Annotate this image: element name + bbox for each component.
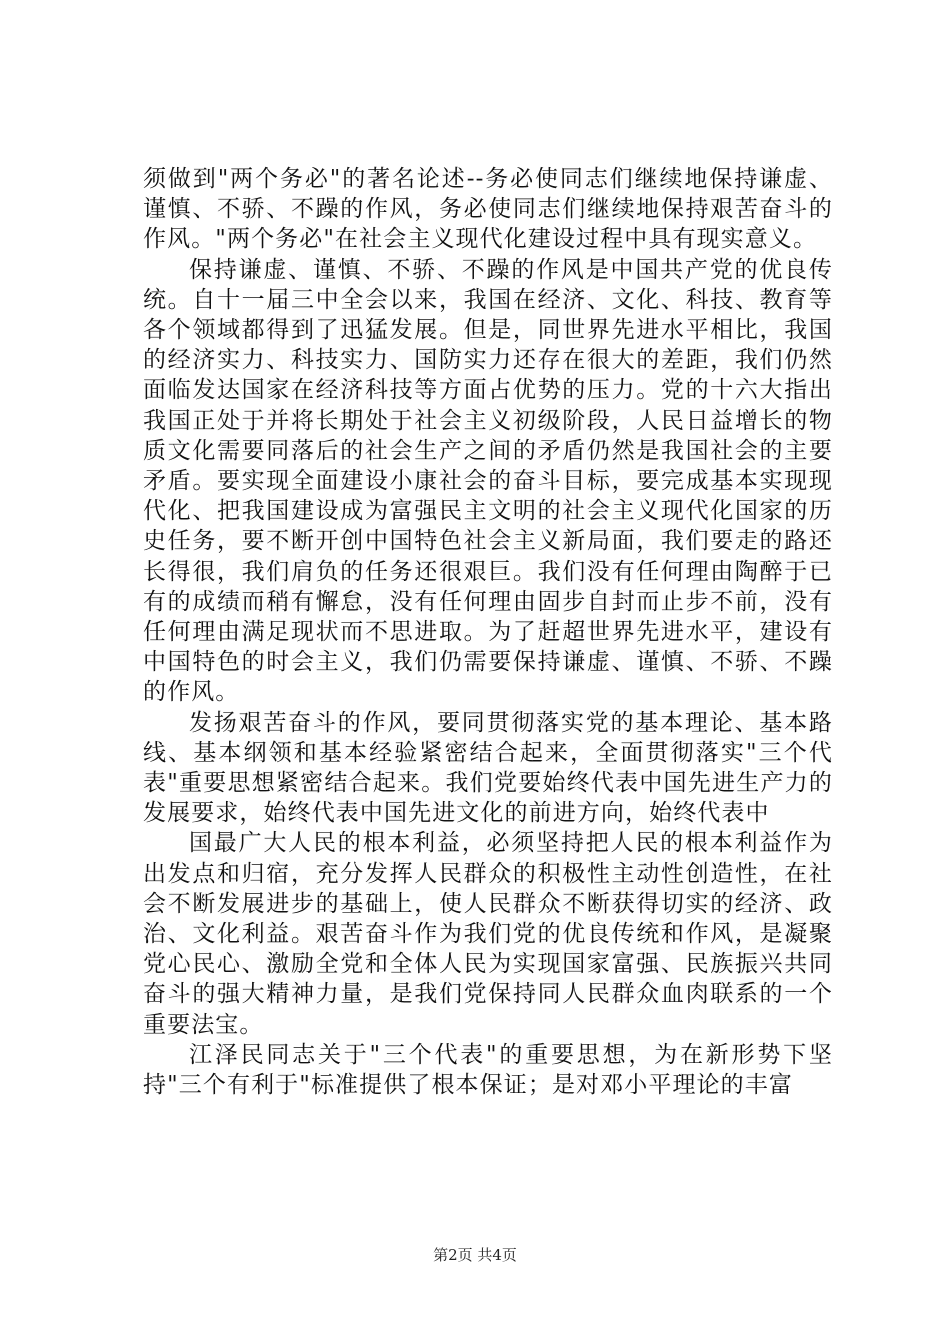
paragraph-3: 发扬艰苦奋斗的作风，要同贯彻落实党的基本理论、基本路线、基本纲领和基本经验紧密结合起来，全面贯彻落实"三个代表"重要思想紧密结合起来。我们党要始终代表中国先进生产力的发展要求，始终代表中国先进文化的前进方向，始终代表中 xyxy=(143,709,833,827)
paragraph-2: 保持谦虚、谨慎、不骄、不躁的作风是中国共产党的优良传统。自十一届三中全会以来，我国在经济、文化、科技、教育等各个领域都得到了迅猛发展。但是，同世界先进水平相比，我国的经济实力、科技实力、国防实力还存在很大的差距，我们仍然面临发达国家在经济科技等方面占优势的压力。党的十六大指出我国正处于并将长期处于社会主义初级阶段，人民日益增长的物质文化需要同落后的社会生产之间的矛盾仍然是我国社会的主要矛盾。要实现全面建设小康社会的奋斗目标，要完成基本实现现代化、把我国建设成为富强民主文明的社会主义现代化国家的历史任务，要不断开创中国特色社会主义新局面，我们要走的路还长得很，我们肩负的任务还很艰巨。我们没有任何理由陶醉于已有的成绩而稍有懈怠，没有任何理由固步自封而止步不前，没有任何理由满足现状而不思进取。为了赶超世界先进水平，建设有中国特色的时会主义，我们仍需要保持谦虚、谨慎、不骄、不躁的作风。 xyxy=(143,256,833,706)
document-body xyxy=(143,164,833,1100)
paragraph-4: 国最广大人民的根本利益，必须坚持把人民的根本利益作为出发点和归宿，充分发挥人民群众的积极性主动性创造性，在社会不断发展进步的基础上，使人民群众不断获得切实的经济、政治、文化利益。艰苦奋斗作为我们党的优良传统和作风，是凝聚党心民心、激励全党和全体人民为实现国家富强、民族振兴共同奋斗的强大精神力量，是我们党保持同人民群众血肉联系的一个重要法宝。 xyxy=(143,830,833,1038)
page-number-footer: 第2页 共4页 xyxy=(433,1246,517,1264)
paragraph-5: 江泽民同志关于"三个代表"的重要思想，为在新形势下坚持"三个有利于"标准提供了根本保证；是对邓小平理论的丰富 xyxy=(143,1041,833,1099)
paragraph-1: 须做到"两个务必"的著名论述--务必使同志们继续地保持谦虚、谨慎、不骄、不躁的作风，务必使同志们继续地保持艰苦奋斗的作风。"两个务必"在社会主义现代化建设过程中具有现实意义。 xyxy=(143,166,833,253)
